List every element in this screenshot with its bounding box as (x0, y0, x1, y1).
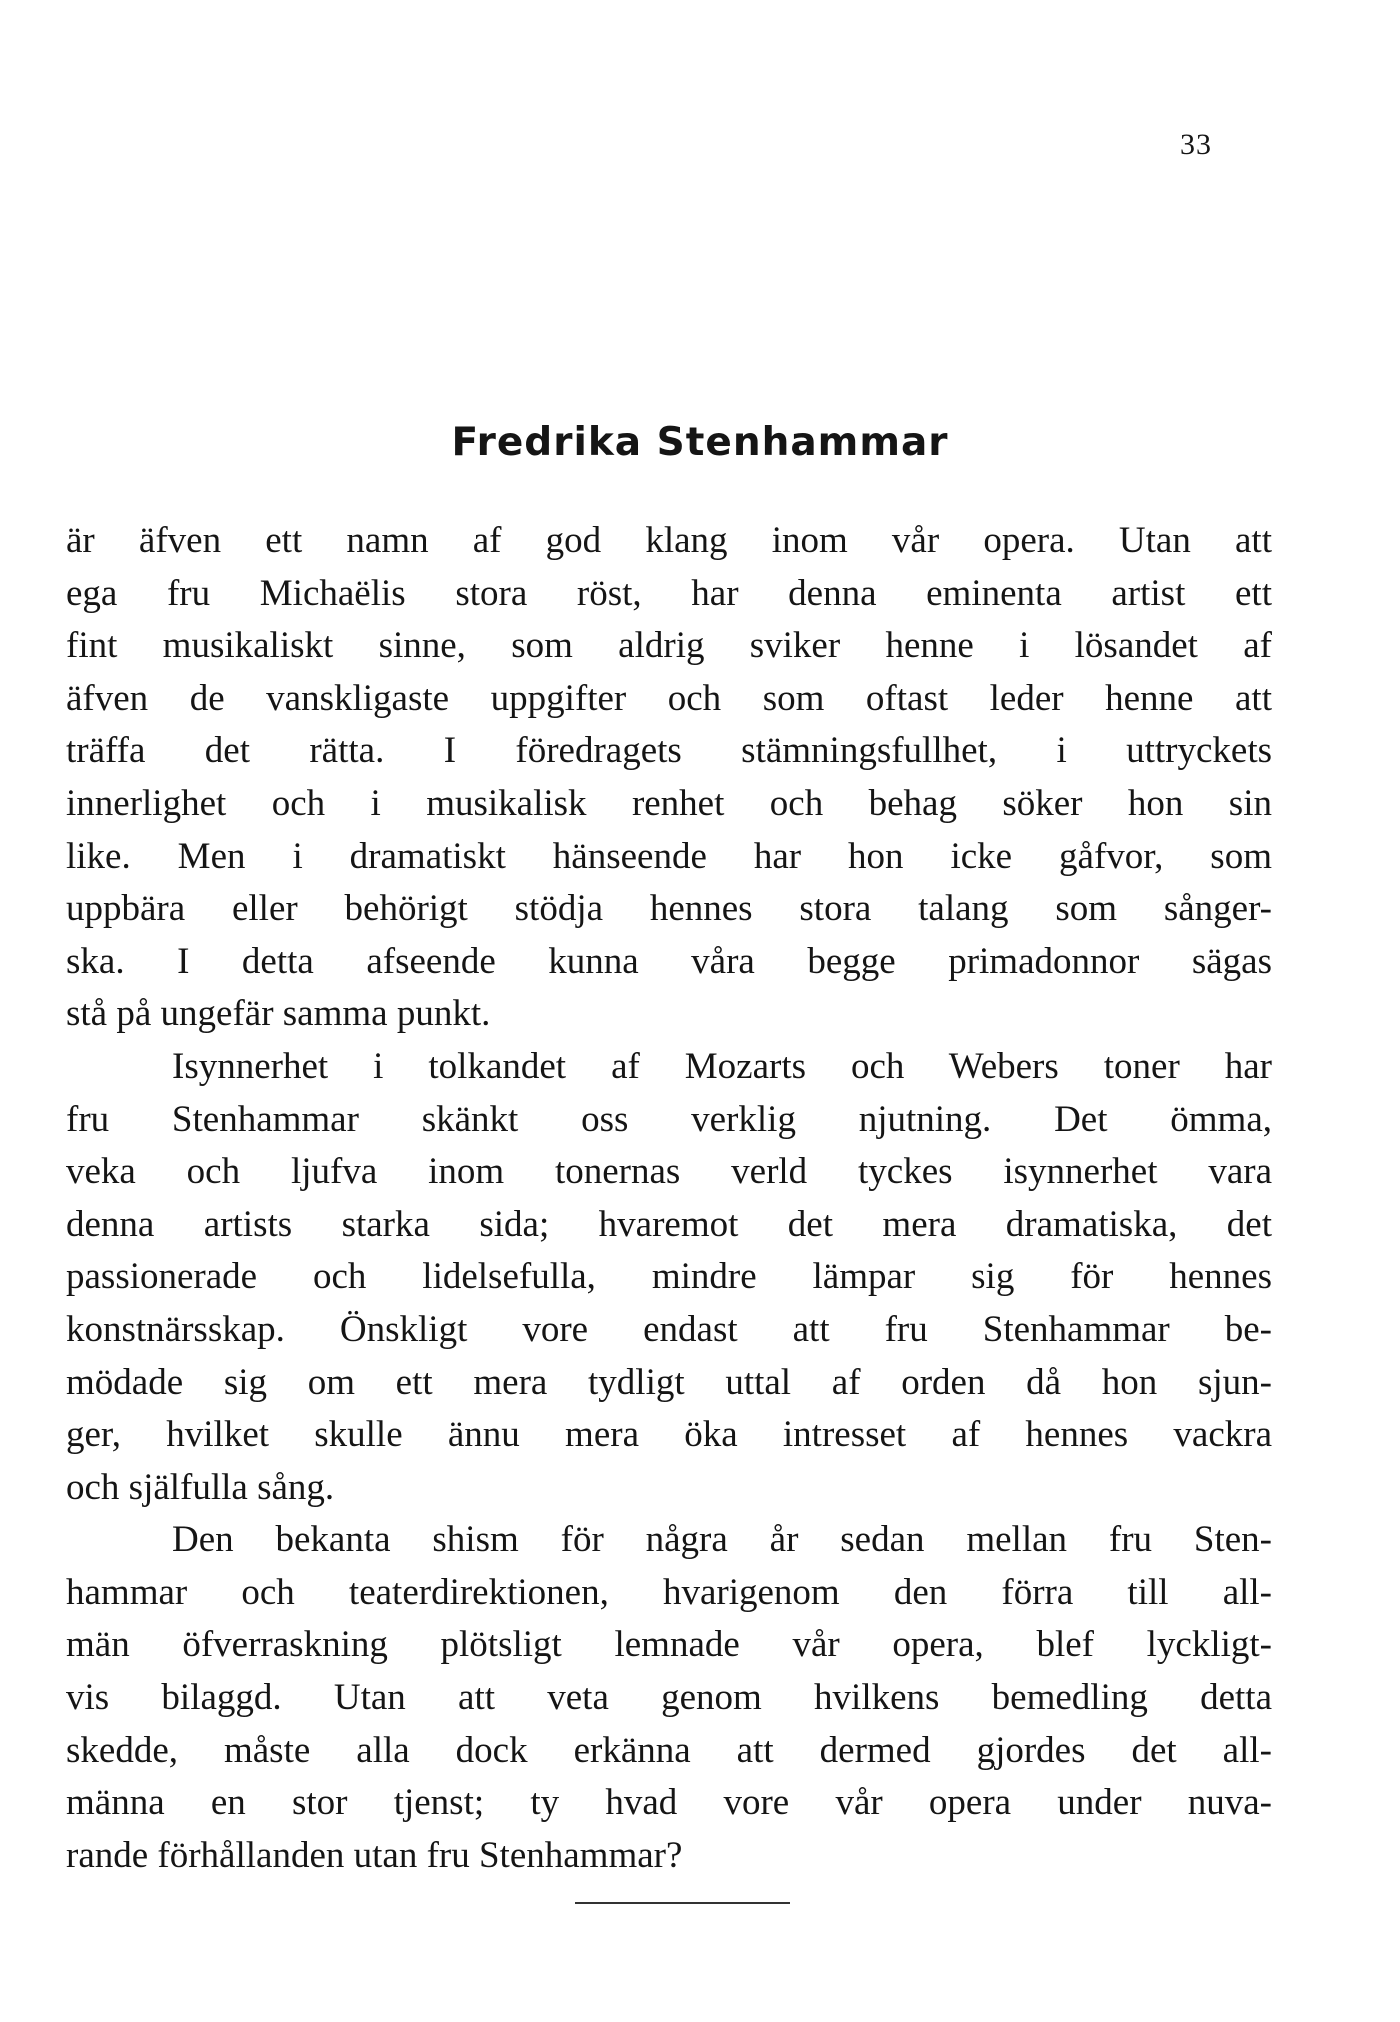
text-line: stå på ungefär samma punkt. (66, 993, 491, 1035)
text-line: och själfulla sång. (66, 1466, 335, 1508)
text-line: rande förhållanden utan fru Stenhammar? (66, 1834, 683, 1876)
text-line: hammar och teaterdirektionen, hvarigenom den förra till all- (66, 1571, 1272, 1613)
text-line: ska. I detta afseende kunna våra begge primadonnor sägas (66, 940, 1272, 982)
text-line: Isynnerhet i tolkandet af Mozarts och Webers toner har (172, 1045, 1272, 1087)
text-line: äfven de vanskligaste uppgifter och som oftast leder henne att (66, 677, 1272, 719)
text-line: konstnärsskap. Önskligt vore endast att fru Stenhammar be- (66, 1308, 1272, 1350)
text-line: män öfverraskning plötsligt lemnade vår opera, blef lyckligt- (66, 1624, 1272, 1666)
page-number: 33 (1180, 128, 1212, 161)
text-line: ega fru Michaëlis stora röst, har denna eminenta artist ett (66, 572, 1272, 614)
text-line: mödade sig om ett mera tydligt uttal af orden då hon sjun- (66, 1361, 1272, 1403)
text-line: passionerade och lidelsefulla, mindre lämpar sig för hennes (66, 1256, 1272, 1298)
text-line: Den bekanta shism för några år sedan mellan fru Sten- (172, 1519, 1272, 1561)
paragraph-2 (66, 1041, 1272, 1514)
text-line: männa en stor tjenst; ty hvad vore vår opera under nuva- (66, 1782, 1272, 1824)
section-heading: Fredrika Stenhammar (451, 420, 949, 465)
text-line: veka och ljufva inom tonernas verld tyckes isynnerhet vara (66, 1151, 1272, 1193)
end-rule (575, 1902, 790, 1904)
paragraph-1 (66, 515, 1272, 1041)
text-line: vis bilaggd. Utan att veta genom hvilkens bemedling detta (66, 1677, 1272, 1719)
text-line: ger, hvilket skulle ännu mera öka intresset af hennes vackra (66, 1414, 1272, 1456)
text-line: fint musikaliskt sinne, som aldrig sviker henne i lösandet af (66, 625, 1272, 667)
text-line: skedde, måste alla dock erkänna att dermed gjordes det all- (66, 1729, 1272, 1771)
text-line: like. Men i dramatiskt hänseende har hon icke gåfvor, som (66, 835, 1272, 877)
body-text (66, 515, 1272, 1882)
text-line: fru Stenhammar skänkt oss verklig njutning. Det ömma, (66, 1098, 1272, 1140)
text-line: träffa det rätta. I föredragets stämningsfullhet, i uttryckets (66, 730, 1272, 772)
text-line: är äfven ett namn af god klang inom vår opera. Utan att (66, 520, 1272, 561)
text-line: innerlighet och i musikalisk renhet och behag söker hon sin (66, 782, 1272, 824)
paragraph-3 (66, 1514, 1272, 1882)
text-line: uppbära eller behörigt stödja hennes stora talang som sånger- (66, 888, 1272, 930)
text-line: denna artists starka sida; hvaremot det mera dramatiska, det (66, 1203, 1272, 1245)
